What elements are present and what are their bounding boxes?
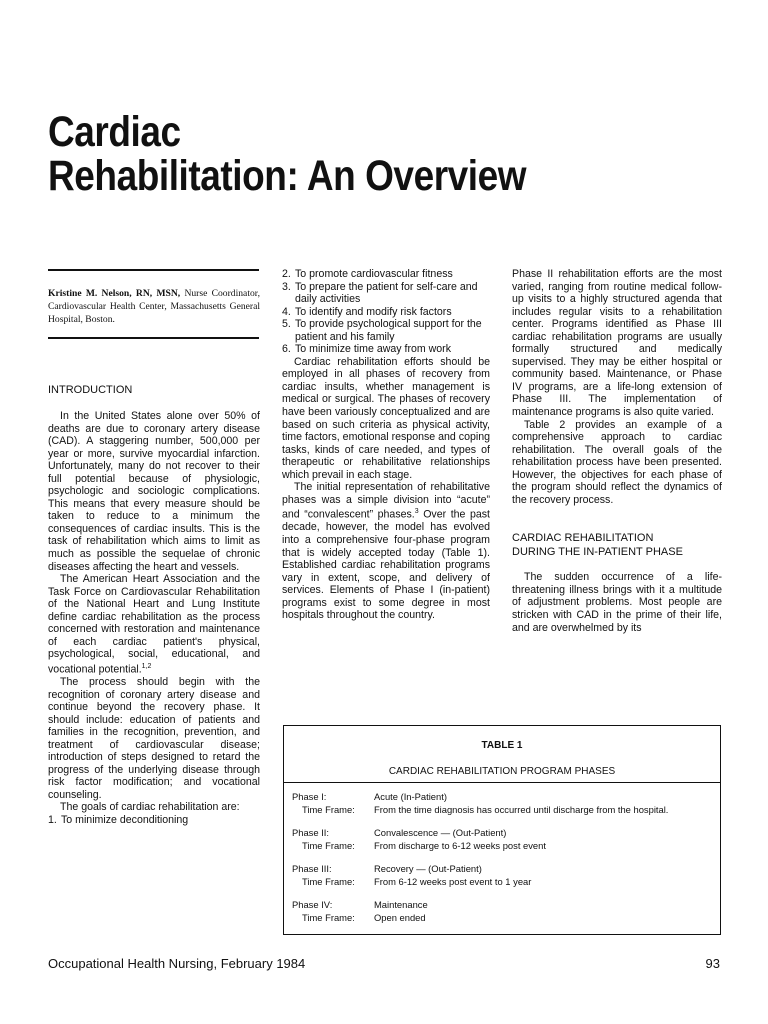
intro-paragraph-4: The goals of cardiac rehabilitation are:: [60, 801, 240, 814]
column-3: [512, 268, 722, 634]
section-heading-introduction: INTRODUCTION: [48, 384, 133, 396]
table-divider: [284, 782, 720, 783]
page-number: 93: [705, 956, 720, 971]
table-row-phase-3: Phase III: Recovery — (Out-Patient) Time Frame: From 6-12 weeks post event to 1 year: [292, 863, 532, 887]
table-row-phase-1: Phase I: Acute (In-Patient) Time Frame: From the time diagnosis has occurred until discharge from the hospital.: [292, 791, 669, 815]
table-title: TABLE 1: [481, 740, 523, 751]
goal-item: 6. To minimize time away from work: [282, 343, 451, 356]
intro-paragraph-2: The American Heart Association and the Task Force on Cardiovascular Rehabilitation of the National Heart and Lung Institute define cardiac rehabilitation as the process concerned with restoration and maintenance of each cardiac patient's physical, psychological, social, educational, and vocational potential.$^{1,2}$: [48, 573, 260, 676]
journal-footer: Occupational Health Nursing, February 1984: [48, 956, 306, 971]
title-line-1: Cardiac: [48, 108, 181, 156]
title-line-2: Rehabilitation: An Overview: [48, 152, 527, 200]
intro-paragraph-1: In the United States alone over 50% of deaths are due to coronary artery disease (CAD). A staggering number, 500,000 per year or more, survive myocardial infarction. Unfortunately, many do not recover to their full potential because of physiologic, psychologic and sociologic complications. This means that every measure should be taken to reduce to a minimum the consequences of cardiac insults. This is the task of rehabilitation which aims to limit as much as possible the sequelae of chronic diseases affecting the heart and vessels.: [48, 410, 260, 573]
citation-3: 3: [414, 508, 419, 516]
author-rule-top: [48, 269, 259, 271]
author-affiliation: Nurse Coordinator, Cardiovascular Health Center, Massachusetts General Hospital, Boston.: [48, 288, 260, 325]
section-heading-inpatient: CARDIAC REHABILITATION DURING THE IN-PATIENT PHASE: [512, 532, 683, 559]
body-paragraph: Phase II rehabilitation efforts are the most varied, ranging from routine medical follow-up visits to a highly structured agenda that includes regular visits to a rehabilitation center. Programs identified as Phase III cardiac rehabilitation programs are usually formally structured and medically supervised. They may be either hospital or community based. Maintenance, or Phase IV programs, are a life-long extension of Phase III. The implementation of maintenance programs is also quite varied.: [512, 268, 722, 419]
table-1: [283, 725, 721, 935]
goal-item: 3. To prepare the patient for self-care and daily activities: [282, 280, 478, 306]
author-note: [48, 287, 260, 326]
body-paragraph: The initial representation of rehabilitative phases was a simple division into “acute” and “convalescent” phases.$^3$ Over the past decade, however, the model has evolved into a comprehensive four-phase program that is widely accepted today (Table 1). Established cardiac rehabilitation programs vary in extent, scope, and delivery of services. Elements of Phase I (in-patient) programs exist to some degree in most hospitals throughout the country.: [282, 481, 490, 622]
table-row-phase-2: Phase II: Convalescence — (Out-Patient) Time Frame: From discharge to 6-12 weeks post event: [292, 827, 546, 851]
article-title: [48, 110, 526, 198]
author-name: Kristine M. Nelson, RN, MSN,: [48, 288, 181, 299]
intro-paragraph-3: The process should begin with the recognition of coronary artery disease and continue beyond the recovery phase. It should include: education of patients and families in the recognition, prevention, and treatment of cardiovascular disease; introduction of steps designed to retard the progress of the underlying disease through risk factor modification; and vocational counseling.: [48, 676, 260, 801]
body-paragraph: Table 2 provides an example of a comprehensive approach to cardiac rehabilitation. The overall goals of the rehabilitation process have been presented. However, the objectives for each phase of the program should reflect the dynamics of the recovery process.: [512, 418, 722, 506]
table-row-phase-4: Phase IV: Maintenance Time Frame: Open ended: [292, 899, 428, 923]
column-2: [282, 268, 490, 622]
body-paragraph: The sudden occurrence of a life-threatening illness brings with it a multitude of adjustment problems. Most people are stricken with CAD in the prime of their life, and are overwhelmed by its: [512, 571, 722, 634]
column-1: [48, 383, 260, 827]
citation-1-2: 1,2: [141, 662, 152, 670]
table-subtitle: CARDIAC REHABILITATION PROGRAM PHASES: [388, 766, 616, 777]
author-rule-bottom: [48, 337, 259, 339]
body-paragraph: Cardiac rehabilitation efforts should be employed in all phases of recovery from cardiac insults, whether management is medical or surgical. The phases of recovery have been variously conceptualized and are based on such criteria as physical activity, time factors, emotional response and coping tasks, kinds of care needed, and types of therapeutic or rehabilitative relationships which prevail in each stage.: [282, 355, 490, 481]
goal-item: 5. To provide psychological support for the patient and his family: [282, 318, 482, 343]
goal-item: 1. To minimize deconditioning: [48, 814, 189, 827]
goal-item: 4. To identify and modify risk factors: [282, 305, 452, 318]
goal-item: 2. To promote cardiovascular fitness: [282, 268, 453, 280]
